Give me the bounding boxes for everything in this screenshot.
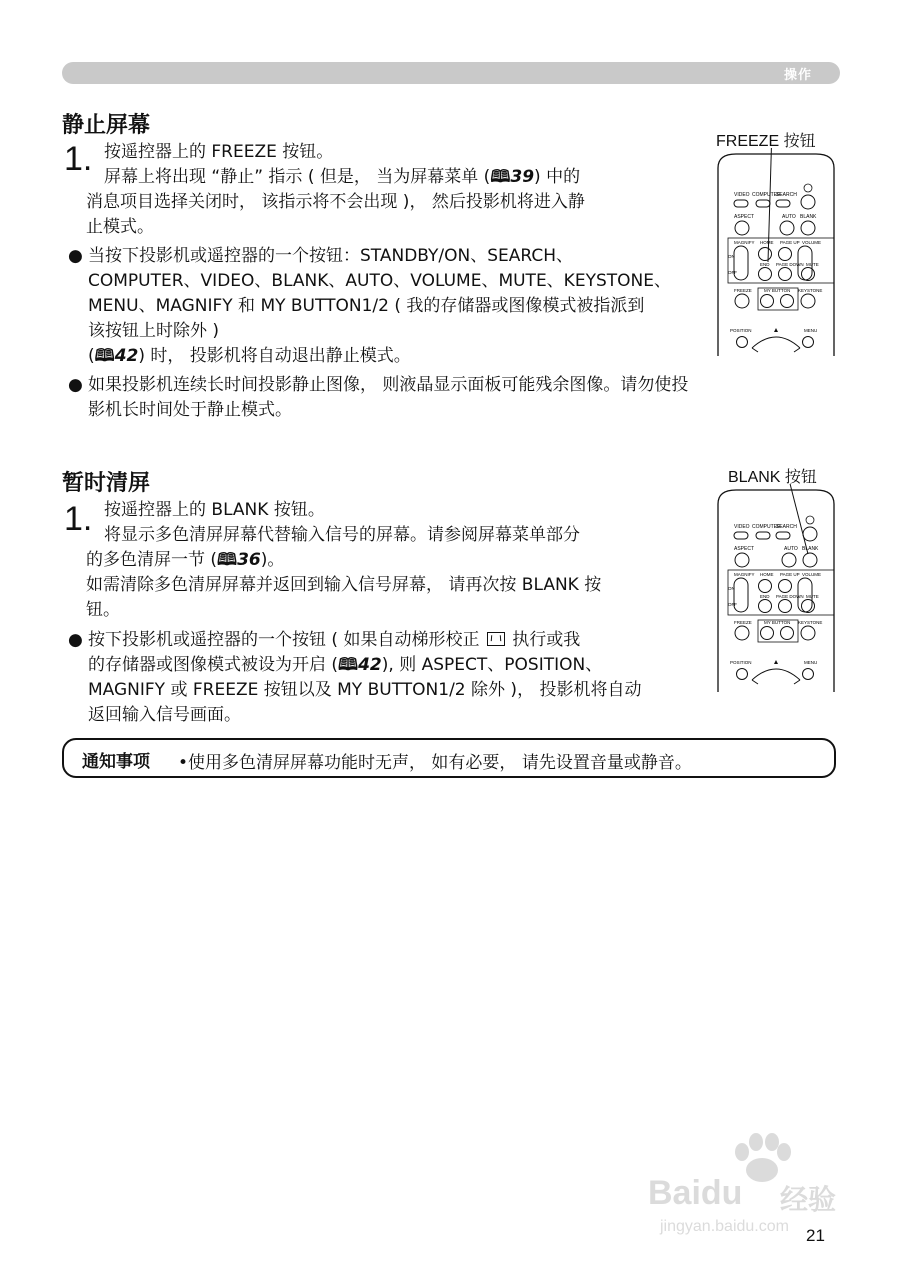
header-bar xyxy=(62,62,840,84)
svg-text:HOME: HOME xyxy=(760,240,774,245)
freeze-bullet1-ref: 42 xyxy=(114,346,139,366)
svg-text:ASPECT: ASPECT xyxy=(734,214,755,220)
svg-text:MY BUTTON: MY BUTTON xyxy=(764,620,791,625)
svg-text:OFF: OFF xyxy=(728,602,737,607)
svg-text:MUTE: MUTE xyxy=(806,262,819,267)
freeze-bullet1-line-2: COMPUTER、VIDEO、BLANK、AUTO、VOLUME、MUTE、KEYSTONE、 xyxy=(88,271,671,291)
svg-text:FREEZE: FREEZE xyxy=(734,288,752,293)
blank-remote-illustration xyxy=(712,484,840,692)
svg-text:BLANK: BLANK xyxy=(800,214,817,220)
freeze-step-line-2: 屏幕上将出现 “静止” 指示 ( 但是， 当为屏幕菜单 (🕮39) 中的 xyxy=(104,167,581,187)
svg-text:END: END xyxy=(760,594,770,599)
blank-step-line-1: 按遥控器上的 BLANK 按钮。 xyxy=(104,500,325,520)
freeze-step-line-1: 按遥控器上的 FREEZE 按钮。 xyxy=(104,142,334,162)
book-icon: 🕮 xyxy=(94,346,115,366)
svg-text:SEARCH: SEARCH xyxy=(776,524,797,530)
section-title-freeze: 静止屏幕 xyxy=(62,113,151,138)
section-title-blank: 暂时清屏 xyxy=(62,471,151,496)
freeze-step-line-3: 消息项目选择关闭时， 该指示将不会出现 )， 然后投影机将进入静 xyxy=(86,192,585,212)
svg-text:ON: ON xyxy=(728,586,735,591)
blank-remote-label: BLANK 按钮 xyxy=(728,469,817,486)
svg-text:SEARCH: SEARCH xyxy=(776,192,797,198)
header-label: 操作 xyxy=(783,68,812,83)
svg-text:ON: ON xyxy=(728,254,735,259)
svg-text:COMPUTER: COMPUTER xyxy=(752,524,781,530)
notice-title: 通知事项 xyxy=(82,752,150,772)
watermark xyxy=(630,1130,860,1240)
watermark-brand: Baidu xyxy=(648,1174,743,1212)
svg-text:ASPECT: ASPECT xyxy=(734,546,755,552)
bullet-icon: ● xyxy=(68,630,83,650)
svg-text:PAGE DOWN: PAGE DOWN xyxy=(776,262,804,267)
svg-text:PAGE UP: PAGE UP xyxy=(780,240,800,245)
freeze-remote-label: FREEZE 按钮 xyxy=(716,133,816,150)
freeze-step-ref: 39 xyxy=(510,167,535,187)
svg-text:END: END xyxy=(760,262,770,267)
blank-step-line-2: 将显示多色清屏屏幕代替输入信号的屏幕。请参阅屏幕菜单部分 xyxy=(104,525,580,545)
freeze-step-number: 1. xyxy=(64,140,93,178)
blank-bullet-line-1: 按下投影机或遥控器的一个按钮 ( 如果自动梯形校正 执行或我 xyxy=(88,630,581,650)
page-number: 21 xyxy=(806,1226,825,1245)
svg-text:MY BUTTON: MY BUTTON xyxy=(764,288,791,293)
blank-step-line-5: 钮。 xyxy=(86,600,120,620)
svg-text:PAGE DOWN: PAGE DOWN xyxy=(776,594,804,599)
book-icon: 🕮 xyxy=(490,167,511,187)
book-icon: 🕮 xyxy=(338,655,359,675)
blank-step-line-3: 的多色清屏一节 (🕮36)。 xyxy=(86,550,285,570)
book-icon: 🕮 xyxy=(217,550,238,570)
notice-text: •使用多色清屏屏幕功能时无声， 如有必要， 请先设置音量或静音。 xyxy=(178,753,692,773)
blank-step-number: 1. xyxy=(64,500,93,538)
freeze-bullet2-line-2: 影机长时间处于静止模式。 xyxy=(88,400,292,420)
freeze-remote-illustration xyxy=(712,148,840,356)
svg-text:MUTE: MUTE xyxy=(806,594,819,599)
svg-text:VOLUME: VOLUME xyxy=(802,240,822,245)
blank-bullet-line-2: 的存储器或图像模式被设为开启 (🕮42), 则 ASPECT、POSITION、 xyxy=(88,655,603,675)
svg-text:MENU: MENU xyxy=(804,660,818,665)
svg-text:AUTO: AUTO xyxy=(782,214,796,220)
svg-text:POSITION: POSITION xyxy=(730,660,752,665)
bullet-icon: ● xyxy=(68,375,83,395)
svg-text:VOLUME: VOLUME xyxy=(802,572,822,577)
blank-step-line-4: 如需清除多色清屏屏幕并返回到输入信号屏幕， 请再次按 BLANK 按 xyxy=(86,575,602,595)
svg-text:KEYSTONE: KEYSTONE xyxy=(798,620,823,625)
freeze-bullet1-line-1: 当按下投影机或遥控器的一个按钮：STANDBY/ON、SEARCH、 xyxy=(88,246,574,266)
freeze-bullet2-line-1: 如果投影机连续长时间投影静止图像， 则液晶显示面板可能残余图像。请勿使投 xyxy=(88,375,689,395)
svg-text:BLANK: BLANK xyxy=(802,546,819,552)
blank-step-ref: 36 xyxy=(237,550,261,570)
remote-video-label: VIDEO xyxy=(734,192,750,198)
blank-bullet-ref: 42 xyxy=(358,655,382,675)
svg-text:KEYSTONE: KEYSTONE xyxy=(798,288,823,293)
keystone-icon xyxy=(487,632,505,646)
bullet-icon: ● xyxy=(68,246,83,266)
svg-text:MAGNIFY: MAGNIFY xyxy=(734,240,755,245)
svg-text:COMPUTER: COMPUTER xyxy=(752,192,781,198)
freeze-bullet1-line-4: 该按钮上时除外 ) xyxy=(88,321,220,341)
blank-bullet-line-3: MAGNIFY 或 FREEZE 按钮以及 MY BUTTON1/2 除外 )， 投影机将自动 xyxy=(88,680,642,700)
svg-text:HOME: HOME xyxy=(760,572,774,577)
notice-box xyxy=(62,738,836,778)
freeze-bullet1-line-5: (🕮42) 时， 投影机将自动退出静止模式。 xyxy=(88,346,411,366)
svg-text:POSITION: POSITION xyxy=(730,328,752,333)
svg-text:MAGNIFY: MAGNIFY xyxy=(734,572,755,577)
svg-text:AUTO: AUTO xyxy=(784,546,798,552)
svg-text:PAGE UP: PAGE UP xyxy=(780,572,800,577)
svg-text:VIDEO: VIDEO xyxy=(734,524,750,530)
watermark-url: jingyan.baidu.com xyxy=(660,1218,789,1235)
svg-text:FREEZE: FREEZE xyxy=(734,620,752,625)
svg-text:OFF: OFF xyxy=(728,270,737,275)
blank-bullet-line-4: 返回输入信号画面。 xyxy=(88,705,241,725)
watermark-cn: 经验 xyxy=(780,1184,837,1215)
freeze-step-line-4: 止模式。 xyxy=(86,217,154,237)
freeze-bullet1-line-3: MENU、MAGNIFY 和 MY BUTTON1/2 ( 我的存储器或图像模式被指派到 xyxy=(88,296,645,316)
svg-text:MENU: MENU xyxy=(804,328,818,333)
